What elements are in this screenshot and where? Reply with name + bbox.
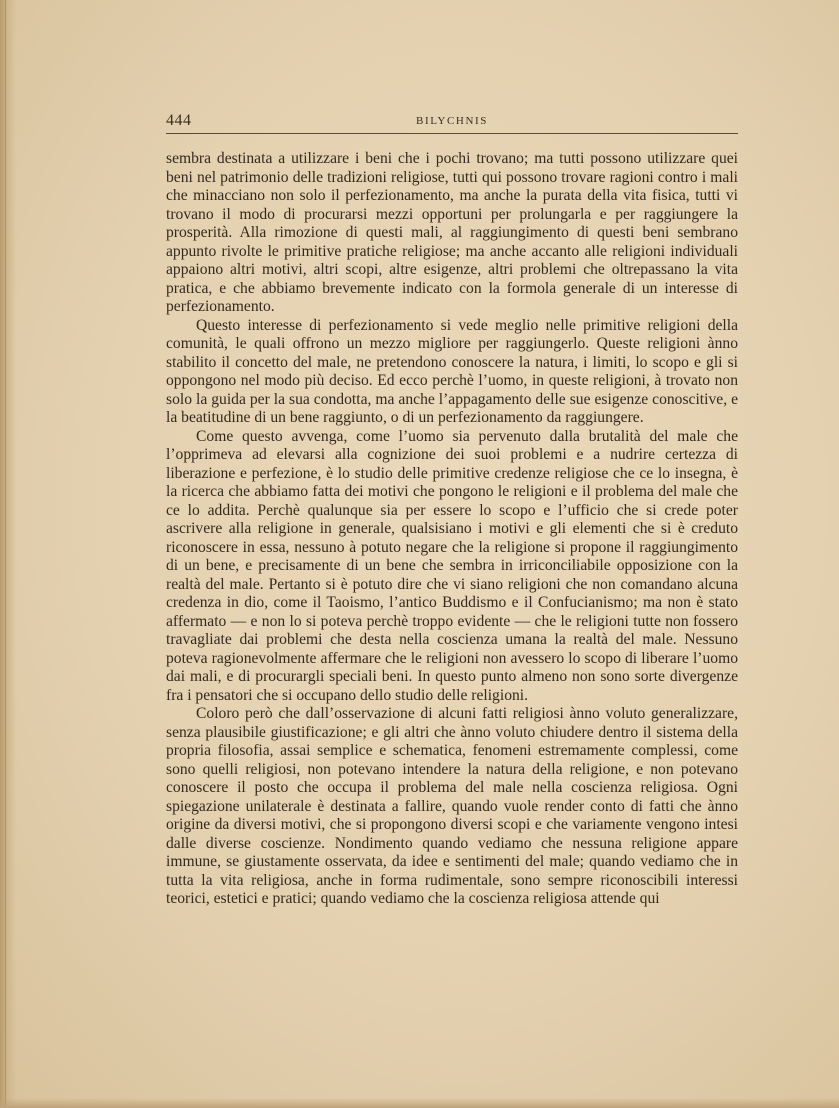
page-number: 444 (166, 112, 192, 129)
page-bottom-edge (0, 1098, 839, 1108)
page-header (166, 112, 738, 132)
page-binding-edge (0, 0, 16, 1108)
paragraph-2: Questo interesse di perfezionamento si vede meglio nelle primitive religioni della comunità, le quali offrono un mezzo migliore per raggiungerlo. Queste religioni ànno stabilito il concetto del male, ne pretendono conoscere la natura, i limiti, lo scopo e gli si oppongono nel modo più deciso. Ed ecco perchè l’uomo, in queste religioni, à trovato non solo la guida per la sua condotta, ma anche l’appagamento delle sue esigenze conoscitive, e la beatitudine di un bene raggiunto, o di un perfezionamento da raggiungere. (166, 316, 738, 426)
header-rule (166, 133, 738, 134)
body-text (166, 150, 738, 909)
paragraph-3: Come questo avvenga, come l’uomo sia pervenuto dalla brutalità del male che l’opprimeva ad elevarsi alla cognizione dei suoi problemi e a nudrire certezza di liberazione e perfezione, è lo studio delle primitive credenze religiose che ce lo insegna, è la ricerca che abbiamo fatta dei motivi che pongono le religioni e il problema del male che ce lo addita. Perchè qualunque sia per essere lo scopo e l’ufficio che si crede poter ascrivere alla religione in generale, qualsisiano i motivi e gli elementi che si è creduto riconoscere in essa, nessuno à potuto negare che la religione si propone il raggiungimento di un bene, e precisamente di un bene che sembra in irriconciliabile opposizione con la realtà del male. Pertanto si è potuto dire che vi siano religioni che non comandano alcuna credenza in dio, come il Taoismo, l’antico Buddismo e il Confucianismo; ma non è stato affermato — e non lo si poteva perchè troppo evidente — che le religioni tutte non fossero travagliate dai problemi che desta nella coscienza umana la realtà del male. Nessuno poteva ragionevolmente affermare che le religioni non avessero lo scopo di liberare l’uomo dai mali, e di procurargli speciali beni. In questo punto almeno non sono sorte divergenze fra i pensatori che si occupano dello studio delle religioni. (166, 427, 738, 704)
running-title: BILYCHNIS (416, 115, 488, 127)
binding-crease (5, 0, 6, 1108)
paragraph-4: Coloro però che dall’osservazione di alcuni fatti religiosi ànno voluto generalizzare, senza plausibile giustificazione; e gli altri che ànno voluto chiudere dentro il sistema della propria filosofia, assai semplice e schematica, fenomeni estremamente complessi, come sono quelli religiosi, non potevano intendere la natura della religione, e non potevano conoscere il posto che occupa il problema del male nella coscienza religiosa. Ogni spiegazione unilaterale è destinata a fallire, quando vuole render conto di fatti che ànno origine da diversi motivi, che si propongono diversi scopi e che variamente vengono intesi dalle diverse coscienze. Nondimento quando vediamo che nessuna religione appare immune, se giustamente osservata, da idee e sentimenti del male; quando vediamo che in tutta la vita religiosa, anche in forma rudimentale, sono sempre riconoscibili interessi teorici, estetici e pratici; quando vediamo che la coscienza religiosa attende qui (166, 705, 738, 907)
paragraph-1: sembra destinata a utilizzare i beni che i pochi trovano; ma tutti possono utilizzare quei beni nel patrimonio delle tradizioni religiose, tutti qui possono trovare ragioni contro i mali che minacciano non solo il perfezionamento, ma anche la purata della vita fisica, tutti vi trovano il modo di procurarsi mezzi opportuni per prolungarla e per raggiungere la prosperità. Alla rimozione di questi mali, al raggiungimento di questi beni sembrano appunto rivolte le primitive pratiche religiose; ma anche accanto alle religioni individuali appaiono altri motivi, altri scopi, altre esigenze, altri problemi che oltrepassano la vita pratica, e che abbiamo brevemente indicato con la formola generale di un interesse di perfezionamento. (166, 150, 738, 315)
